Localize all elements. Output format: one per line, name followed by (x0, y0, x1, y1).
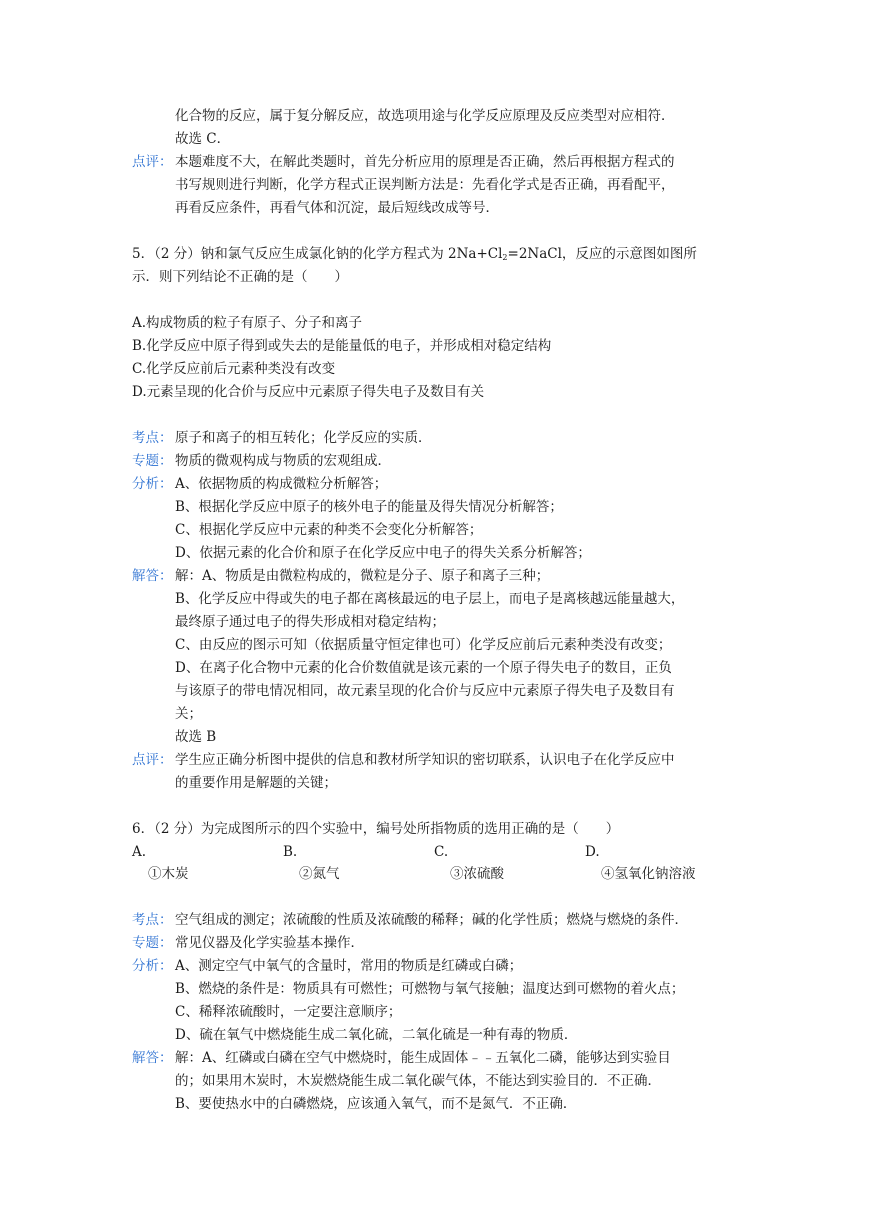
jieda-line: 故选 B (175, 729, 217, 745)
option-b-letter: B. (283, 844, 298, 860)
intro-line-1: 化合物的反应，属于复分解反应，故选项用途与化学反应原理及反应类型对应相符． (175, 108, 675, 124)
option-d-letter: D. (585, 844, 600, 860)
comment-line: 再看反应条件，再看气体和沉淀，最后短线改成等号． (175, 200, 499, 216)
fenxi-tag: 分析： (132, 476, 173, 492)
fenxi-line: B、燃烧的条件是：物质具有可燃性；可燃物与氧气接触；温度达到可燃物的着火点； (175, 981, 685, 997)
fenxi-line: C、稀释浓硫酸时，一定要注意顺序； (175, 1004, 402, 1020)
intro-line-2: 故选 C． (175, 131, 231, 147)
jieda-line: C、由反应的图示可知（依据质量守恒定律也可）化学反应前后元素种类没有改变； (175, 637, 672, 653)
jieda-line: 最终原子通过电子的得失形成相对稳定结构； (175, 614, 445, 630)
option-c-letter: C. (434, 844, 449, 860)
question-5-subscript: 2 (502, 253, 508, 262)
option-d-item: ④氢氧化钠溶液 (601, 866, 696, 882)
jieda-tag: 解答： (132, 1050, 173, 1066)
comment-line: 书写规则进行判断，化学方程式正误判断方法是：先看化学式是否正确，再看配平， (175, 177, 675, 193)
question-5-stem-line-2: 示．则下列结论不正确的是（ ） (132, 269, 348, 285)
jieda-tag: 解答： (132, 568, 173, 584)
comment-tag: 点评： (132, 154, 173, 170)
dianping-tag: 点评： (132, 752, 173, 768)
kaodian-tag: 考点： (132, 430, 173, 446)
kaodian-text: 空气组成的测定；浓硫酸的性质及浓硫酸的稀释；碱的化学性质；燃烧与燃烧的条件． (175, 912, 688, 928)
option-b-item: ②氮气 (299, 866, 340, 882)
jieda-line: 关； (175, 706, 202, 722)
kaodian-text: 原子和离子的相互转化；化学反应的实质． (175, 430, 432, 446)
comment-line: 本题难度不大，在解此类题时，首先分析应用的原理是否正确，然后再根据方程式的 (175, 154, 675, 170)
fenxi-line: A、测定空气中氧气的含量时，常用的物质是红磷或白磷； (175, 958, 523, 974)
kaodian-tag: 考点： (132, 912, 173, 928)
jieda-line: 的；如果用木炭时，木炭燃烧能生成二氧化碳气体，不能达到实验目的．不正确． (175, 1073, 661, 1089)
option-c-item: ③浓硫酸 (450, 866, 504, 882)
option-a-item: ①木炭 (148, 866, 189, 882)
option-d: D.元素呈现的化合价与反应中元素原子得失电子及数目有关 (132, 384, 485, 400)
fenxi-line: C、根据化学反应中元素的种类不会变化分析解答； (175, 522, 483, 538)
jieda-line: 解：A、红磷或白磷在空气中燃烧时，能生成固体﹣﹣五氧化二磷，能够达到实验目 (175, 1050, 671, 1066)
zhuanti-text: 物质的微观构成与物质的宏观组成． (175, 453, 391, 469)
fenxi-line: D、依据元素的化合价和原子在化学反应中电子的得失关系分析解答； (175, 545, 591, 561)
dianping-line: 的重要作用是解题的关键； (175, 775, 337, 791)
jieda-line: D、在离子化合物中元素的化合价数值就是该元素的一个原子得失电子的数目，正负 (175, 660, 672, 676)
fenxi-line: A、依据物质的构成微粒分析解答； (175, 476, 388, 492)
option-a: A.构成物质的粒子有原子、分子和离子 (132, 315, 363, 331)
option-c: C.化学反应前后元素种类没有改变 (132, 361, 336, 377)
fenxi-line: D、硫在氧气中燃烧能生成二氧化硫，二氧化硫是一种有毒的物质． (175, 1027, 578, 1043)
question-6-stem: 6．（2 分）为完成图所示的四个实验中，编号处所指物质的选用正确的是（ ） (132, 821, 620, 837)
fenxi-line: B、根据化学反应中原子的核外电子的能量及得失情况分析解答； (175, 499, 563, 515)
jieda-line: B、要使热水中的白磷燃烧，应该通入氧气，而不是氮气．不正确． (175, 1096, 577, 1112)
option-b: B.化学反应中原子得到或失去的是能量低的电子，并形成相对稳定结构 (132, 338, 552, 354)
question-5-stem-b: =2NaCl，反应的示意图如图所 (507, 246, 697, 262)
dianping-line: 学生应正确分析图中提供的信息和教材所学知识的密切联系，认识电子在化学反应中 (175, 752, 675, 768)
zhuanti-tag: 专题： (132, 935, 173, 951)
jieda-line: 解：A、物质是由微粒构成的，微粒是分子、原子和离子三种； (175, 568, 550, 584)
option-a-letter: A. (132, 844, 147, 860)
fenxi-tag: 分析： (132, 958, 173, 974)
zhuanti-tag: 专题： (132, 453, 173, 469)
zhuanti-text: 常见仪器及化学实验基本操作． (175, 935, 364, 951)
question-5-stem-a: 5．（2 分）钠和氯气反应生成氯化钠的化学方程式为 2Na+Cl (132, 246, 503, 262)
jieda-line: B、化学反应中得或失的电子都在离核最远的电子层上，而电子是离核越远能量越大， (175, 591, 685, 607)
jieda-line: 与该原子的带电情况相同，故元素呈现的化合价与反应中元素原子得失电子及数目有 (175, 683, 675, 699)
